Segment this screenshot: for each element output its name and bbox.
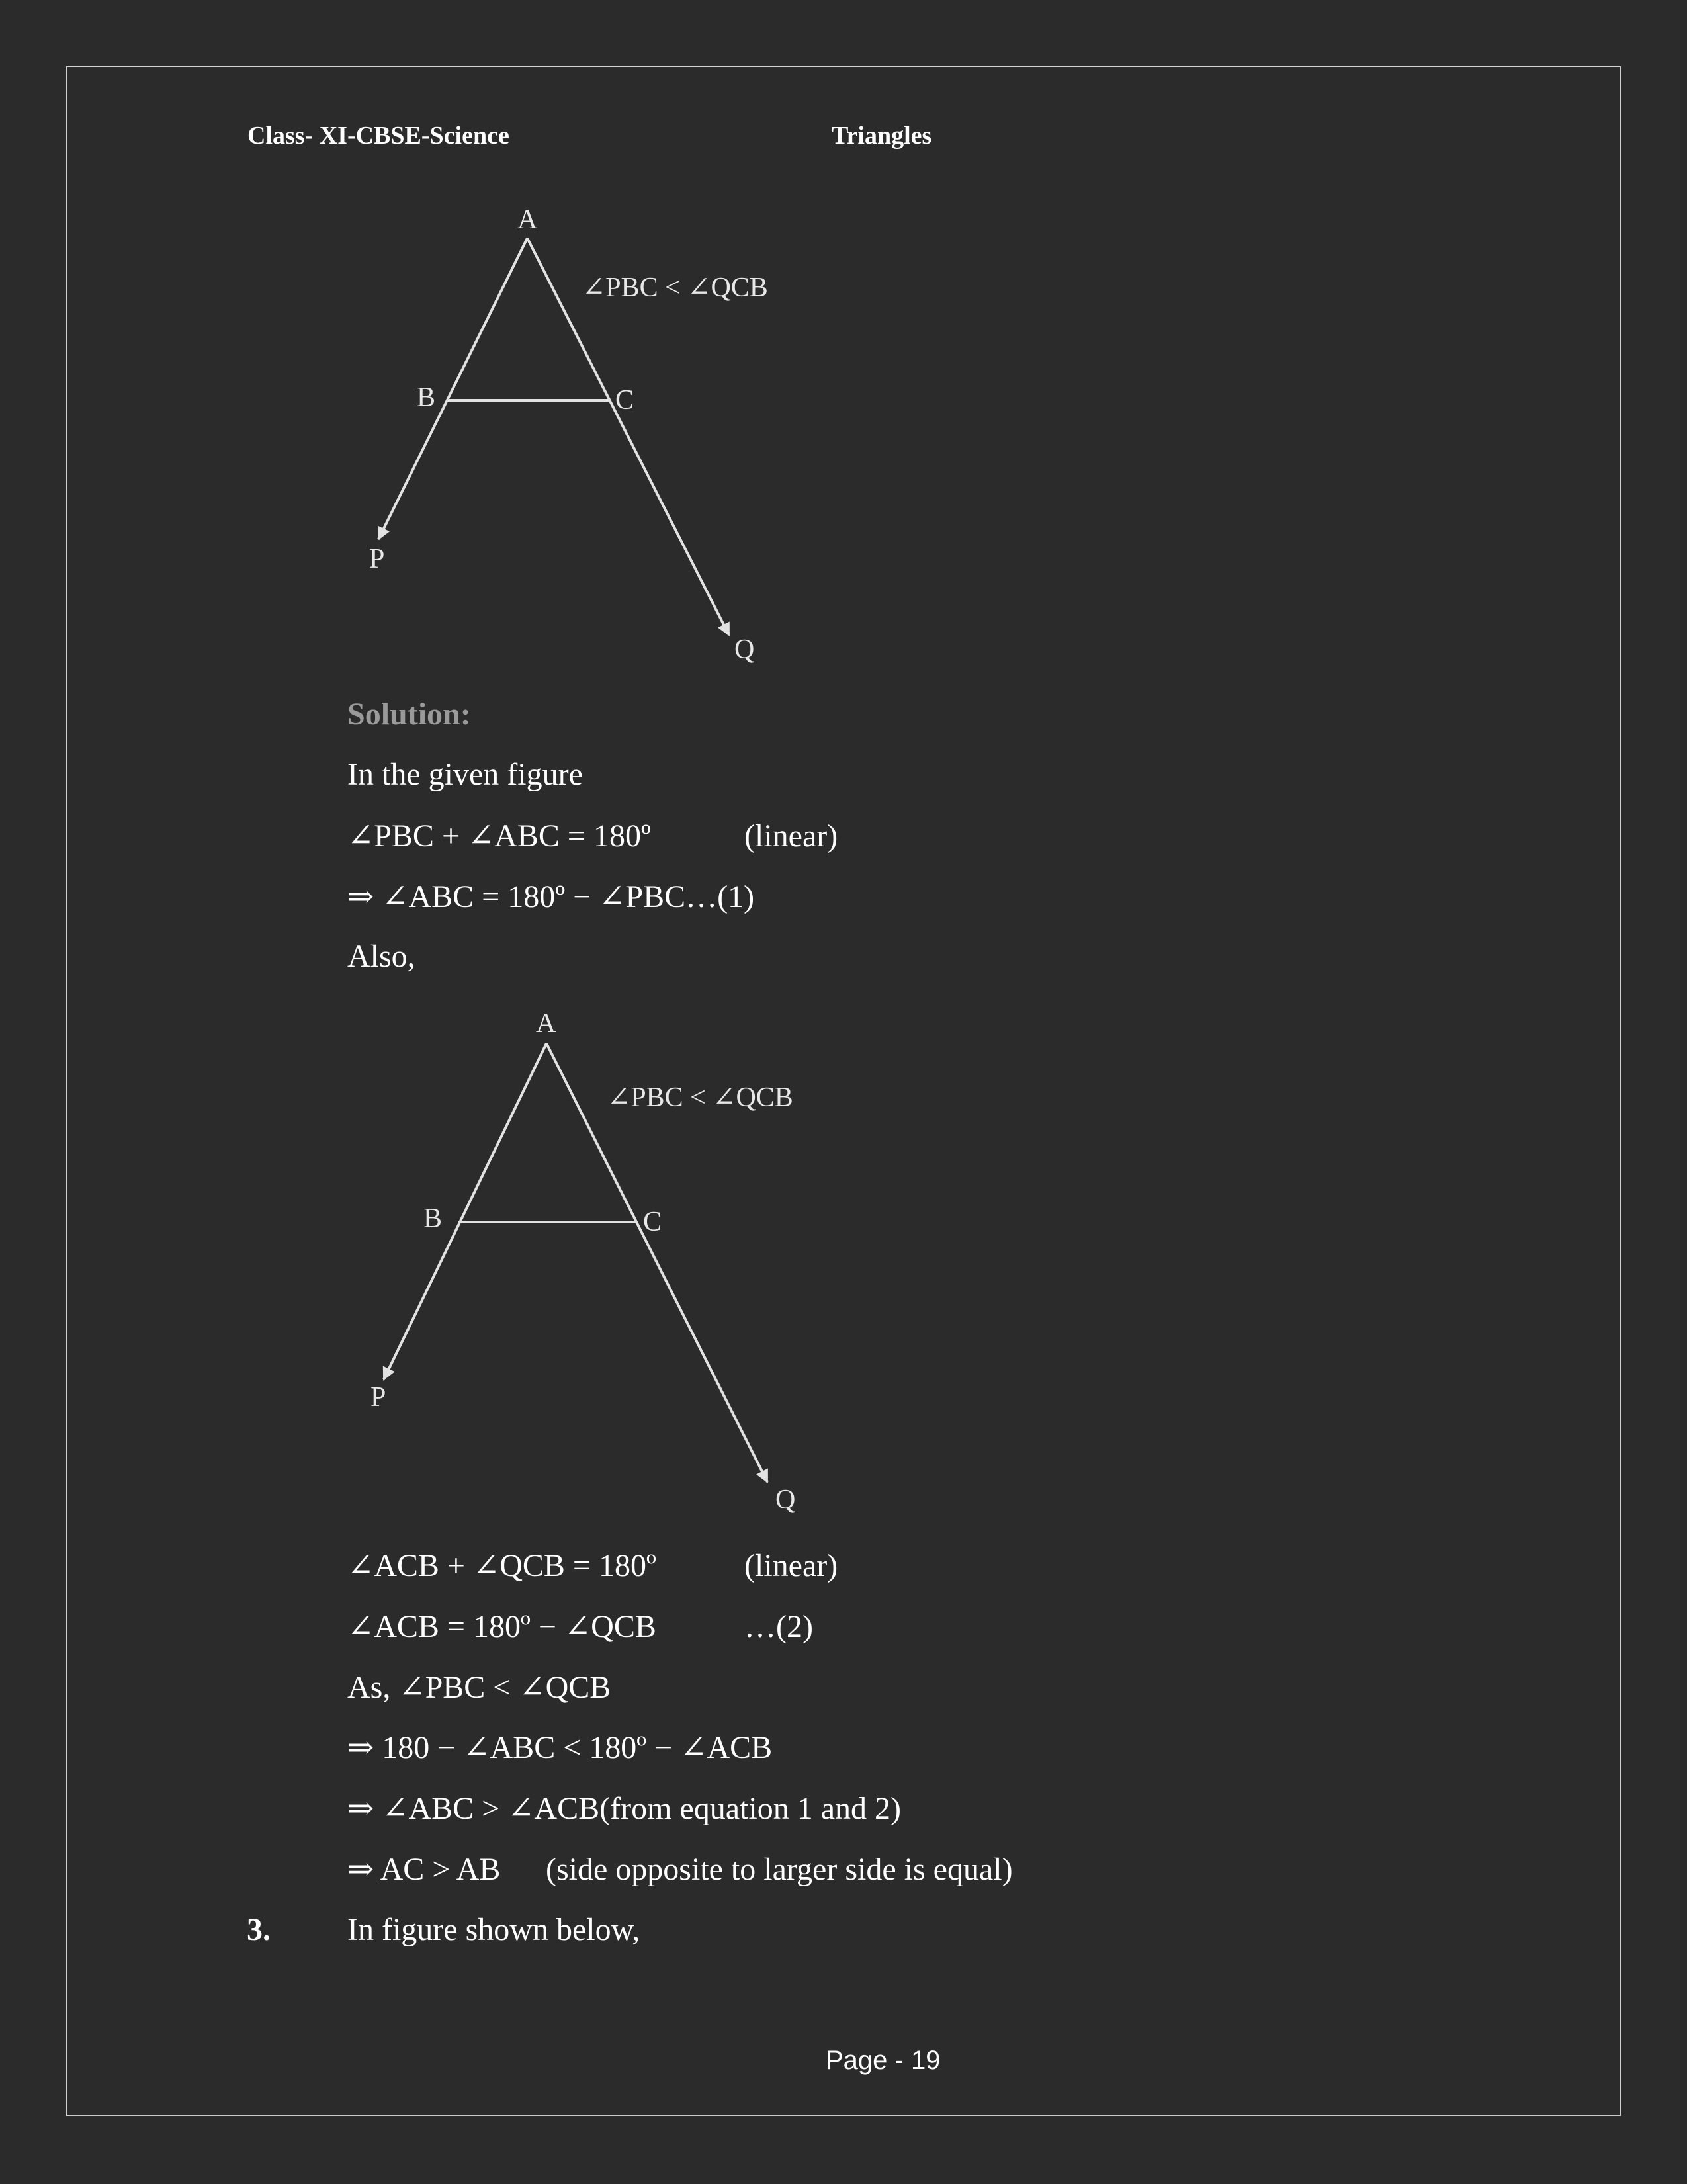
fig2-label-c: C: [643, 1207, 662, 1237]
line-2-equation: ∠PBC + ∠ABC = 180º: [347, 818, 651, 853]
solution-line-1: In the given figure: [347, 757, 583, 792]
solution-line-8: ⇒ 180 − ∠ABC < 180º − ∠ACB: [347, 1730, 773, 1765]
solution-line-6: [347, 1608, 813, 1645]
fig2-caption: ∠PBC < ∠QCB: [607, 1082, 793, 1113]
solution-line-4: Also,: [347, 939, 415, 974]
header-class: Class- XI-CBSE-Science: [247, 122, 509, 150]
solution-line-7: As, ∠PBC < ∠QCB: [347, 1670, 611, 1705]
line-6-equation: ∠ACB = 180º − ∠QCB: [347, 1609, 656, 1644]
fig1-label-a: A: [517, 204, 538, 235]
solution-heading: Solution:: [347, 697, 471, 732]
fig1-label-b: B: [417, 382, 436, 413]
header-topic: Triangles: [832, 122, 932, 150]
line-10-note: (side opposite to larger side is equal): [546, 1852, 1013, 1887]
fig2-label-p: P: [370, 1382, 386, 1413]
line-6-note: …(2): [744, 1609, 813, 1644]
fig1-label-p: P: [369, 544, 385, 574]
solution-line-5: [347, 1547, 838, 1584]
fig2-label-b: B: [423, 1203, 443, 1234]
fig1-label-q: Q: [734, 634, 755, 665]
fig2-label-a: A: [536, 1008, 556, 1039]
solution-line-10: [347, 1851, 1013, 1888]
line-2-note: (linear): [744, 818, 838, 853]
solution-line-9: ⇒ ∠ABC > ∠ACB(from equation 1 and 2): [347, 1791, 901, 1826]
fig1-caption: ∠PBC < ∠QCB: [582, 273, 768, 303]
question-text: In figure shown below,: [347, 1912, 640, 1947]
solution-line-3: ⇒ ∠ABC = 180º − ∠PBC…(1): [347, 879, 755, 914]
question-number: 3.: [247, 1912, 271, 1947]
line-5-equation: ∠ACB + ∠QCB = 180º: [347, 1548, 656, 1583]
fig1-label-c: C: [615, 385, 634, 415]
line-5-note: (linear): [744, 1548, 838, 1583]
line-10-equation: ⇒ AC > AB: [347, 1852, 501, 1887]
page-number: Page - 19: [826, 2046, 941, 2075]
fig2-label-q: Q: [775, 1485, 796, 1515]
